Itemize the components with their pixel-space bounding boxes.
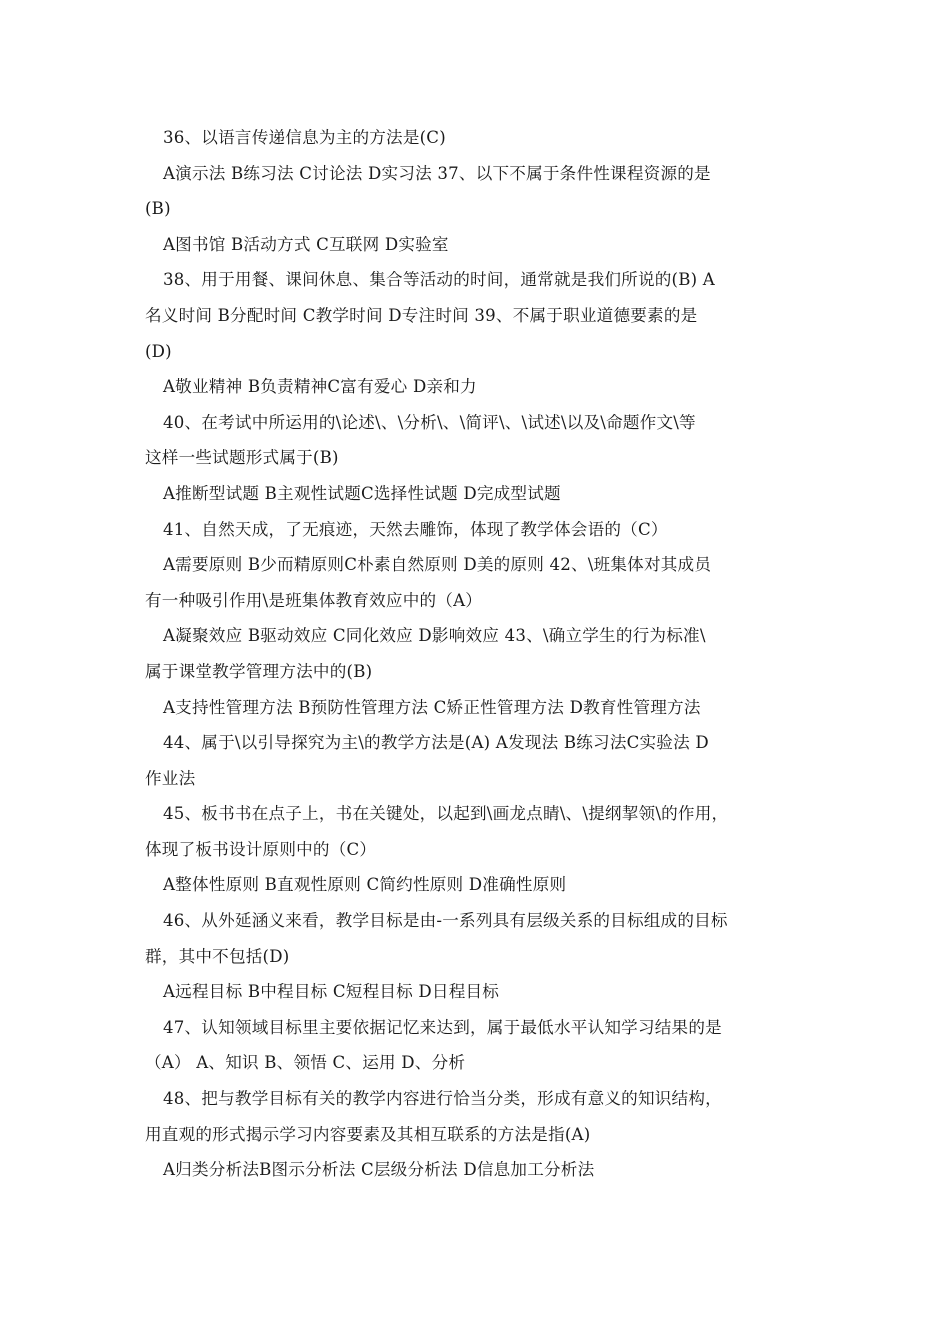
text-line: 47、认知领域目标里主要依据记忆来达到，属于最低水平认知学习结果的是: [163, 1017, 722, 1037]
text-line: 作业法: [145, 768, 196, 788]
text-line: (D): [145, 341, 172, 361]
text-line: A归类分析法B图示分析法 C层级分析法 D信息加工分析法: [163, 1160, 595, 1180]
text-line: 群，其中不包括(D): [145, 946, 290, 966]
text-line: (B): [145, 199, 171, 219]
text-line: 38、用于用餐、课间休息、集合等活动的时间，通常就是我们所说的(B) A: [163, 270, 715, 290]
text-line: 48、把与教学目标有关的教学内容进行恰当分类，形成有意义的知识结构，: [163, 1089, 722, 1109]
text-line: A需要原则 B少而精原则C朴素自然原则 D美的原则 42、\班集体对其成员: [163, 555, 712, 575]
text-line: 体现了板书设计原则中的（C）: [145, 839, 377, 859]
text-line: A图书馆 B活动方式 C互联网 D实验室: [163, 234, 449, 254]
text-line: 45、板书书在点子上，书在关键处，以起到\画龙点睛\、\提纲挈领\的作用，: [163, 804, 729, 824]
text-line: 41、自然天成，了无痕迹，天然去雕饰，体现了教学体会语的（C）: [163, 519, 668, 539]
text-line: （A） A、知识 B、领悟 C、运用 D、分析: [145, 1053, 466, 1073]
text-line: 有一种吸引作用\是班集体教育效应中的（A）: [145, 590, 483, 610]
text-line: A敬业精神 B负责精神C富有爱心 D亲和力: [163, 377, 477, 397]
text-line: A凝聚效应 B驱动效应 C同化效应 D影响效应 43、\确立学生的行为标准\: [163, 626, 706, 646]
text-line: 用直观的形式揭示学习内容要素及其相互联系的方法是指(A): [145, 1124, 591, 1144]
text-line: A演示法 B练习法 C讨论法 D实习法 37、以下不属于条件性课程资源的是: [163, 163, 711, 183]
text-line: A整体性原则 B直观性原则 C简约性原则 D准确性原则: [163, 875, 567, 895]
text-line: 36、以语言传递信息为主的方法是(C): [163, 128, 446, 147]
text-line: A推断型试题 B主观性试题C选择性试题 D完成型试题: [163, 483, 561, 503]
text-line: 名义时间 B分配时间 C教学时间 D专注时间 39、不属于职业道德要素的是: [145, 305, 698, 325]
text-line: 属于课堂教学管理方法中的(B): [145, 661, 373, 681]
text-line: 46、从外延涵义来看，教学目标是由-一系列具有层级关系的目标组成的目标: [163, 911, 728, 931]
text-line: 这样一些试题形式属于(B): [145, 448, 339, 468]
text-line: A支持性管理方法 B预防性管理方法 C矫正性管理方法 D教育性管理方法: [163, 697, 701, 717]
text-line: A远程目标 B中程目标 C短程目标 D日程目标: [163, 982, 500, 1002]
text-line: 44、属于\以引导探究为主\的教学方法是(A) A发现法 B练习法C实验法 D: [163, 733, 709, 753]
text-line: 40、在考试中所运用的\论述\、\分析\、\简评\、\试述\以及\命题作文\等: [163, 412, 696, 432]
document-page: [145, 120, 805, 1188]
